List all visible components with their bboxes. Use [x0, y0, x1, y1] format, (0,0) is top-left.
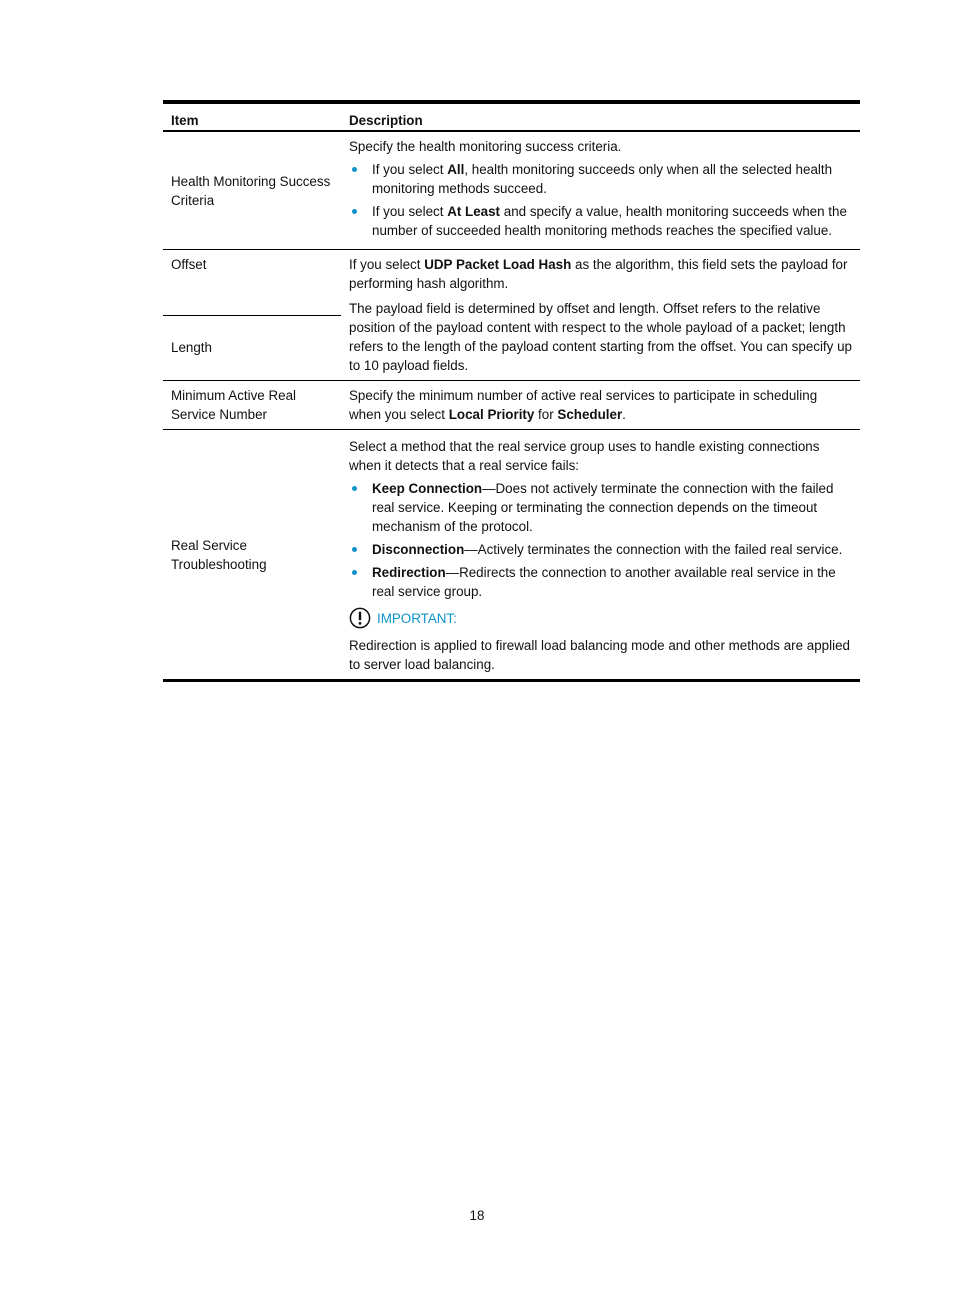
health-options-list — [349, 160, 852, 240]
troubleshooting-intro: Select a method that the real service group uses to handle existing connections when it detects that a real service fails: — [349, 439, 820, 473]
option-udp-packet-load-hash: UDP Packet Load Hash — [424, 257, 572, 272]
length-description: The payload field is determined by offset and length. Offset refers to the relative position of the payload content with respect to the whole payload of a packet; length refers to the length of the payload content starting from the offset. You can specify up to 10 payload fields. — [349, 301, 852, 373]
item-length: Length — [163, 315, 341, 381]
list-item: If you select All, health monitoring succeeds only when all the selected health monitoring methods succeed. — [349, 160, 852, 198]
table-row — [163, 250, 860, 316]
bullet-icon — [352, 486, 357, 491]
description-minimum-active: Specify the minimum number of active real services to participate in scheduling when you select Local Priority for Scheduler. — [341, 381, 860, 430]
option-local-priority: Local Priority — [448, 407, 535, 422]
troubleshooting-options-list — [349, 479, 852, 601]
list-item: Redirection—Redirects the connection to another available real service in the real service group. — [349, 563, 852, 601]
table-row — [163, 430, 860, 681]
important-callout — [349, 607, 852, 629]
option-all: All — [447, 162, 465, 177]
item-health-monitoring: Health Monitoring Success Criteria — [163, 131, 341, 250]
important-label: IMPORTANT: — [377, 610, 457, 626]
table-row — [163, 381, 860, 430]
option-scheduler: Scheduler — [557, 407, 623, 422]
bullet-icon — [352, 167, 357, 172]
item-real-service-troubleshooting: Real Service Troubleshooting — [163, 430, 341, 681]
description-troubleshooting — [341, 430, 860, 681]
list-item: If you select At Least and specify a value, health monitoring succeeds when the number of succeeded health monitoring methods reaches the specified value. — [349, 202, 852, 240]
header-description: Description — [341, 102, 860, 131]
header-item: Item — [163, 102, 341, 131]
parameter-table — [163, 100, 860, 682]
bullet-icon — [352, 570, 357, 575]
offset-description: If you select UDP Packet Load Hash as the algorithm, this field sets the payload for performing hash algorithm. — [349, 257, 848, 291]
option-disconnection: Disconnection — [372, 542, 465, 557]
option-at-least: At Least — [447, 204, 501, 219]
description-offset-length — [341, 250, 860, 381]
option-keep-connection: Keep Connection — [372, 481, 483, 496]
table-row — [163, 131, 860, 250]
list-item: Disconnection—Actively terminates the connection with the failed real service. — [349, 540, 852, 559]
description-health-monitoring — [341, 131, 860, 250]
item-minimum-active: Minimum Active Real Service Number — [163, 381, 341, 430]
bullet-icon — [352, 209, 357, 214]
list-item: Keep Connection—Does not actively terminate the connection with the failed real service. Keeping or terminating the connection depends on the timeout mechanism of the protocol. — [349, 479, 852, 536]
health-intro: Specify the health monitoring success criteria. — [349, 139, 622, 154]
important-note: Redirection is applied to firewall load balancing mode and other methods are applied to server load balancing. — [349, 638, 850, 672]
page-number: 18 — [469, 1208, 485, 1223]
important-icon — [349, 607, 371, 629]
table-header-row — [163, 102, 860, 131]
option-redirection: Redirection — [372, 565, 446, 580]
item-offset: Offset — [163, 250, 341, 316]
bullet-icon — [352, 547, 357, 552]
